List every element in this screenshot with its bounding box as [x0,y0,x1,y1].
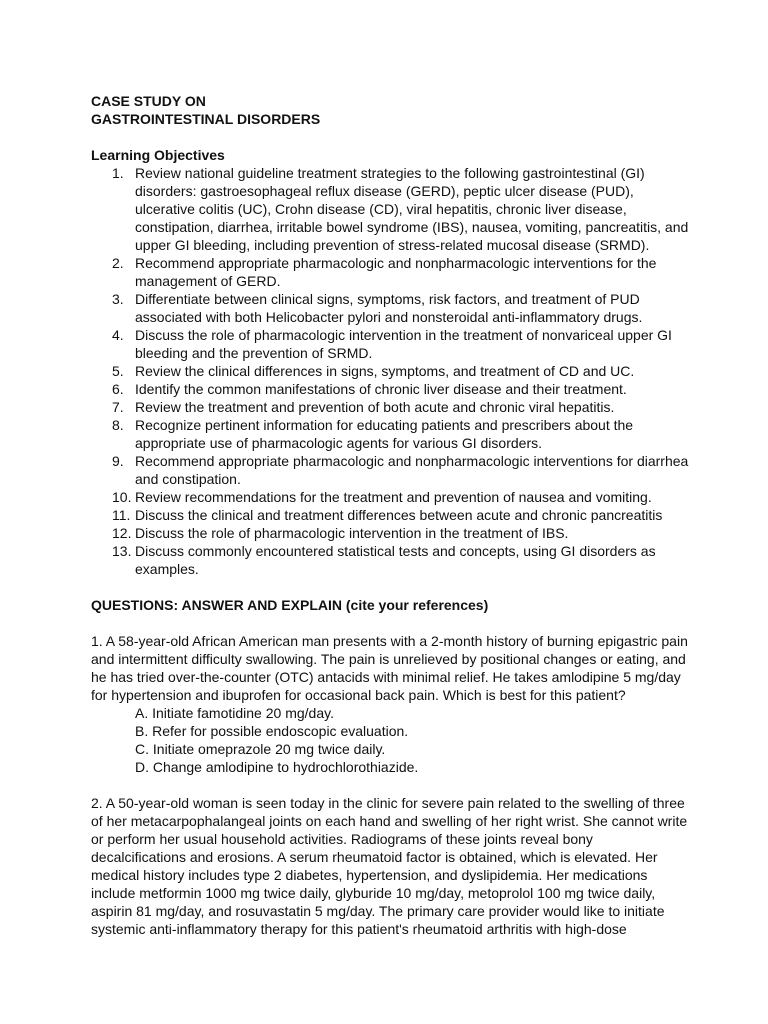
objective-item [112,488,691,506]
objective-item [112,290,691,326]
objective-item [112,542,691,578]
objective-text: Discuss the role of pharmacologic intervention in the treatment of nonvariceal upper GI bleeding and the prevention of SRMD. [135,327,672,361]
objective-text: Discuss the role of pharmacologic intervention in the treatment of IBS. [135,525,569,541]
objective-item [112,416,691,452]
objective-number: 2. [112,255,124,271]
objective-number: 7. [112,399,124,415]
question-2-text: 2. A 50-year-old woman is seen today in the clinic for severe pain related to the swelling of three of her metacarpophalangeal joints on each hand and swelling of her right wrist. She cannot write or perform her usual household activities. Radiograms of these joints reveal bony decalcifications and erosions. A serum rheumatoid factor is obtained, which is elevated. Her medical history includes type 2 diabetes, hypertension, and dyslipidemia. Her medications include metformin 1000 mg twice daily, glyburide 10 mg/day, metoprolol 100 mg twice daily, aspirin 81 mg/day, and rosuvastatin 5 mg/day. The primary care provider would like to initiate systemic anti-inflammatory therapy for this patient's rheumatoid arthritis with high-dose [91,795,688,937]
objective-text: Recommend appropriate pharmacologic and nonpharmacologic interventions for diarrhea and constipation. [135,453,689,487]
objective-number: 12. [112,525,132,541]
objective-text: Discuss the clinical and treatment differences between acute and chronic pancreatitis [135,507,663,523]
objective-text: Recognize pertinent information for educating patients and prescribers about the appropriate use of pharmacologic agents for various GI disorders. [135,417,634,451]
question-1-options [91,704,691,776]
objective-item [112,506,691,524]
objective-item [112,524,691,542]
objective-number: 11. [112,507,131,523]
objective-text: Review the clinical differences in signs, symptoms, and treatment of CD and UC. [135,363,635,379]
objective-item [112,362,691,380]
objective-number: 5. [112,363,124,379]
objective-number: 10. [112,489,132,505]
title-line-2: GASTROINTESTINAL DISORDERS [91,111,321,127]
objective-item [112,452,691,488]
objective-item [112,398,691,416]
objective-number: 4. [112,327,124,343]
objective-text: Discuss commonly encountered statistical tests and concepts, using GI disorders as examples. [135,543,656,577]
objective-text: Identify the common manifestations of chronic liver disease and their treatment. [135,381,627,397]
objective-item [112,164,691,254]
objective-text: Review recommendations for the treatment and prevention of nausea and vomiting. [135,489,652,505]
answer-option: A. Initiate famotidine 20 mg/day. [135,705,334,721]
objective-number: 9. [112,453,124,469]
objective-number: 3. [112,291,124,307]
objective-text: Review the treatment and prevention of both acute and chronic viral hepatitis. [135,399,615,415]
objective-item [112,326,691,362]
objective-number: 8. [112,417,124,433]
answer-option: B. Refer for possible endoscopic evaluation. [135,723,409,739]
objective-number: 6. [112,381,124,397]
question-1-text: 1. A 58-year-old African American man presents with a 2-month history of burning epigastric pain and intermittent difficulty swallowing. The pain is unrelieved by positional changes or eating, and he has tried over-the-counter (OTC) antacids with minimal relief. He takes amlodipine 5 mg/day for hypertension and ibuprofen for occasional back pain. Which is best for this patient? [91,633,688,703]
learning-objectives-heading: Learning Objectives [91,147,225,163]
answer-option: D. Change amlodipine to hydrochlorothiazide. [135,759,419,775]
title-line-1: CASE STUDY ON [91,93,206,109]
objective-text: Differentiate between clinical signs, symptoms, risk factors, and treatment of PUD associated with both Helicobacter pylori and nonsteroidal anti-inflammatory drugs. [135,291,643,325]
objective-text: Recommend appropriate pharmacologic and nonpharmacologic interventions for the management of GERD. [135,255,657,289]
objective-item [112,254,691,290]
learning-objectives-list [91,164,691,578]
objective-item [112,380,691,398]
objective-number: 1. [112,165,124,181]
questions-heading: QUESTIONS: ANSWER AND EXPLAIN (cite your references) [91,597,489,613]
document-content [91,92,691,938]
objective-number: 13. [112,543,132,559]
answer-option: C. Initiate omeprazole 20 mg twice daily. [135,741,386,757]
objective-text: Review national guideline treatment strategies to the following gastrointestinal (GI) disorders: gastroesophageal reflux disease (GERD), peptic ulcer disease (PUD), ulcerative colitis (UC), Crohn disease (CD), viral hepatitis, chronic liver disease, constipation, diarrhea, irritable bowel syndrome (IBS), nausea, vomiting, pancreatitis, and upper GI bleeding, including prevention of stress-related mucosal disease (SRMD). [135,165,689,253]
